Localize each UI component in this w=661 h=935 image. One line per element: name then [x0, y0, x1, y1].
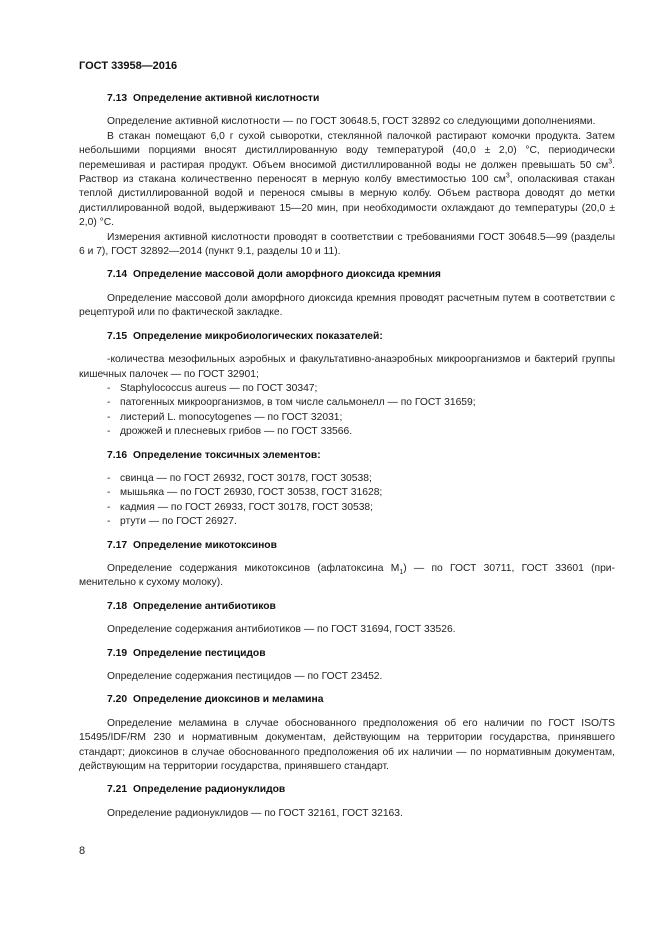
list-item: - листерий L. monocytogenes — по ГОСТ 32031; — [107, 411, 343, 423]
section-7-17 — [79, 539, 615, 591]
section-heading: 7.20 Определение диоксинов и меламина — [107, 694, 324, 706]
list-item: - дрожжей и плесневых грибов — по ГОСТ 33566. — [107, 426, 353, 438]
list-item: - кадмия — по ГОСТ 26933, ГОСТ 30178, ГОСТ 30538; — [107, 501, 374, 513]
section-7-16 — [79, 449, 615, 530]
section-heading: 7.13 Определение активной кислотности — [107, 93, 320, 104]
document-body — [79, 92, 615, 830]
paragraph: В стакан помещают 6,0 г сухой сыворотки, стеклянной палочкой растирают комочки продукта. Затем небольшими порциями вносят дистиллированную воду температурой (40,0 ± 2,0) °С, периодически перемешивая и растирая продукт. Объем вносимой дистиллированной воды не должен превышать 50 $см^3$. Раствор из стакана количественно переносят в мерную колбу вместимостью 100 $см^3$, ополаскивая стакан теплой дистиллированной водой и перенося смывы в мерную колбу. Объем раствора доводят до метки дистиллированной водой, выдерживают 15—20 мин, при необходимости охлаждают до температуры (20,0 ± 2,0) °С. — [79, 130, 615, 229]
section-heading: 7.19 Определение пестицидов — [107, 647, 266, 659]
list-item: - Staphylococcus aureus — по ГОСТ 30347; — [107, 382, 318, 394]
section-heading: 7.15 Определение микробиологических показателей: — [107, 330, 383, 342]
paragraph: Определение меламина в случае обоснованного предположения об его наличии по ГОСТ ISO/TS 15495/IDF/RM 230 и нормативным документам, действующим на территории государства, принявшего стандарт; диоксинов в случае обоснованного предположения об их наличии — по нормативным документам, действующим на территории государства, принявшего стандарт. — [79, 717, 615, 773]
paragraph: Измерения активной кислотности проводят в соответствии с требованиями ГОСТ 30648.5—99 (разделы 6 и 7), ГОСТ 32892—2014 (пункт 9.1, разделы 10 и 11). — [79, 231, 615, 258]
paragraph: Определение массовой доли аморфного диоксида кремния проводят расчетным путем в соответствии с рецептурой или по фактической закладке. — [79, 292, 615, 319]
section-heading: 7.21 Определение радионуклидов — [107, 784, 286, 796]
section-7-14 — [79, 268, 615, 320]
list-item: - свинца — по ГОСТ 26932, ГОСТ 30178, ГОСТ 30538; — [107, 472, 372, 484]
paragraph: Определение содержания антибиотиков — по ГОСТ 31694, ГОСТ 33526. — [107, 624, 456, 636]
section-heading: 7.18 Определение антибиотиков — [107, 600, 276, 612]
paragraph: Определение активной кислотности — по ГОСТ 30648.5, ГОСТ 32892 со следующими дополнениями. — [107, 116, 596, 128]
section-heading: 7.16 Определение токсичных элементов: — [107, 449, 321, 461]
section-7-19 — [79, 647, 615, 685]
section-7-15 — [79, 330, 615, 440]
paragraph: Определение содержания пестицидов — по ГОСТ 23452. — [107, 671, 383, 682]
page-number: 8 — [79, 845, 86, 857]
section-heading: 7.14 Определение массовой доли аморфного диоксида кремния — [107, 269, 441, 281]
section-7-20 — [79, 693, 615, 774]
paragraph: Определение содержания микотоксинов (афлатоксина $M_1$) — по ГОСТ 30711, ГОСТ 33601 (применительно к сухому молоку). — [79, 562, 615, 589]
paragraph: Определение радионуклидов — по ГОСТ 32161, ГОСТ 32163. — [107, 807, 403, 819]
section-7-21 — [79, 783, 615, 821]
list-item: -количества мезофильных аэробных и факультативно-анаэробных микроорганизмов и бактерий группы кишечных палочек — по ГОСТ 32901; — [79, 354, 615, 380]
section-7-13 — [79, 92, 615, 259]
section-7-18 — [79, 600, 615, 638]
document-code-header: ГОСТ 33958—2016 — [79, 60, 178, 72]
list-item: - ртути — по ГОСТ 26927. — [107, 516, 237, 528]
section-heading: 7.17 Определение микотоксинов — [107, 539, 277, 551]
list-item: - патогенных микроорганизмов, в том числе сальмонелл — по ГОСТ 31659; — [107, 397, 476, 409]
list-item: - мышьяка — по ГОСТ 26930, ГОСТ 30538, ГОСТ 31628; — [107, 487, 383, 499]
